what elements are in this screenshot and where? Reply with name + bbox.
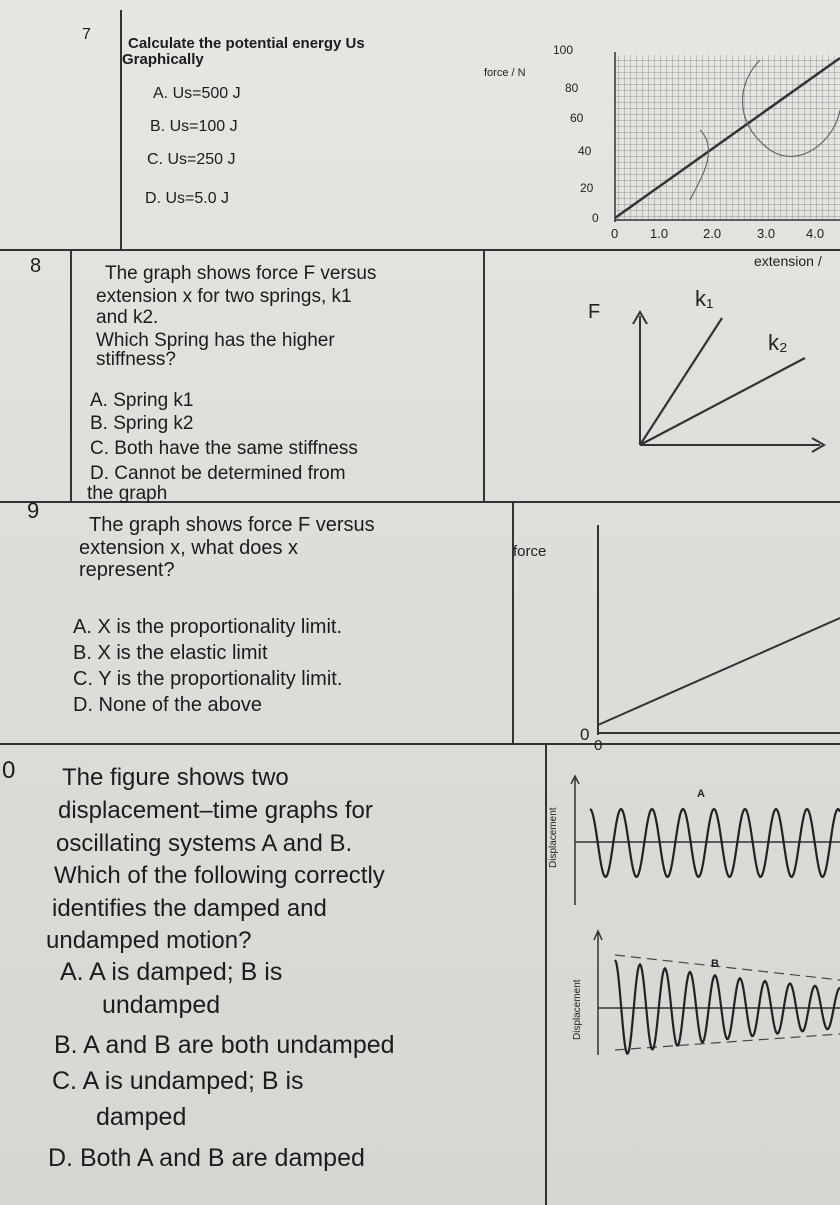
question-text-line: and k2. xyxy=(96,307,159,328)
answer-option[interactable]: C. Both have the same stiffness xyxy=(90,438,358,459)
answer-option-continuation: undamped xyxy=(102,991,221,1019)
question-number: 9 xyxy=(27,498,40,523)
answer-option[interactable]: C. Us=250 J xyxy=(147,151,236,168)
y-tick-label: 40 xyxy=(578,144,592,158)
damped-wave xyxy=(615,960,840,1054)
question-text-line: The graph shows force F versus xyxy=(89,514,375,536)
question-text-line: The figure shows two xyxy=(62,764,289,791)
answer-option[interactable]: B. Spring k2 xyxy=(90,413,194,434)
y-axis-label: Displacement xyxy=(572,979,583,1040)
x-tick-label: 0 xyxy=(611,226,619,241)
graph-label: A xyxy=(697,788,705,800)
question-text-line: Graphically xyxy=(122,51,204,68)
y-axis-label: force xyxy=(513,543,547,560)
question-number: 8 xyxy=(30,255,42,277)
answer-option[interactable]: A. Spring k1 xyxy=(90,390,194,411)
question-text-line: identifies the damped and xyxy=(52,895,327,922)
y-tick-label: 80 xyxy=(565,81,579,95)
k1-label: k₁ xyxy=(695,286,714,311)
x-tick-label: 1.0 xyxy=(650,226,669,241)
answer-option[interactable]: the graph xyxy=(87,483,168,504)
answer-option[interactable]: A. Us=500 J xyxy=(153,85,241,102)
question-text-line: Calculate the potential energy Us xyxy=(128,35,365,52)
answer-option[interactable]: D. None of the above xyxy=(73,694,263,716)
question-text-line: extension x, what does x xyxy=(79,537,299,559)
y-tick-label: 60 xyxy=(570,111,584,125)
y-tick-label: 0 xyxy=(592,211,599,225)
question-text-line: Which Spring has the higher xyxy=(96,330,335,351)
x-tick-label: 3.0 xyxy=(757,226,776,241)
answer-option[interactable]: D. Cannot be determined from xyxy=(90,463,346,484)
x-axis-label: extension / xyxy=(754,253,822,269)
origin-y-label: 0 xyxy=(580,725,590,744)
question-text-line: stiffness? xyxy=(96,349,176,370)
force-axis-label: F xyxy=(588,301,601,323)
answer-option-continuation: damped xyxy=(96,1103,187,1131)
question-text-line: represent? xyxy=(79,559,175,581)
x-tick-label: 4.0 xyxy=(806,226,825,241)
question-text-line: Which of the following correctly xyxy=(54,862,385,889)
question-text-line: undamped motion? xyxy=(46,927,252,954)
graph-label: B xyxy=(711,958,719,970)
origin-x-label: 0 xyxy=(594,737,603,754)
question-text-line: oscillating systems A and B. xyxy=(56,830,353,857)
answer-option[interactable]: C. A is undamped; B is xyxy=(52,1067,304,1095)
answer-option[interactable]: D. Us=5.0 J xyxy=(145,190,230,207)
answer-option[interactable]: C. Y is the proportionality limit. xyxy=(73,668,343,690)
answer-option[interactable]: A. X is the proportionality limit. xyxy=(73,616,342,638)
question-number: 0 xyxy=(2,757,16,784)
y-tick-label: 20 xyxy=(580,181,594,195)
y-axis-label: Displacement xyxy=(548,807,559,868)
envelope-line xyxy=(615,955,840,980)
answer-option[interactable]: A. A is damped; B is xyxy=(60,958,283,986)
answer-option[interactable]: D. Both A and B are damped xyxy=(48,1144,365,1172)
question-text-line: The graph shows force F versus xyxy=(105,263,377,284)
question-text-line: displacement–time graphs for xyxy=(58,797,373,824)
y-tick-label: 100 xyxy=(553,43,574,57)
question-number: 7 xyxy=(82,26,91,43)
answer-option[interactable]: B. A and B are both undamped xyxy=(54,1031,395,1059)
answer-option[interactable]: B. X is the elastic limit xyxy=(73,642,268,664)
question-text-line: extension x for two springs, k1 xyxy=(96,286,352,307)
x-tick-label: 2.0 xyxy=(703,226,722,241)
y-axis-label: force / N xyxy=(484,67,526,79)
answer-option[interactable]: B. Us=100 J xyxy=(150,118,238,135)
k2-label: k₂ xyxy=(768,330,788,355)
